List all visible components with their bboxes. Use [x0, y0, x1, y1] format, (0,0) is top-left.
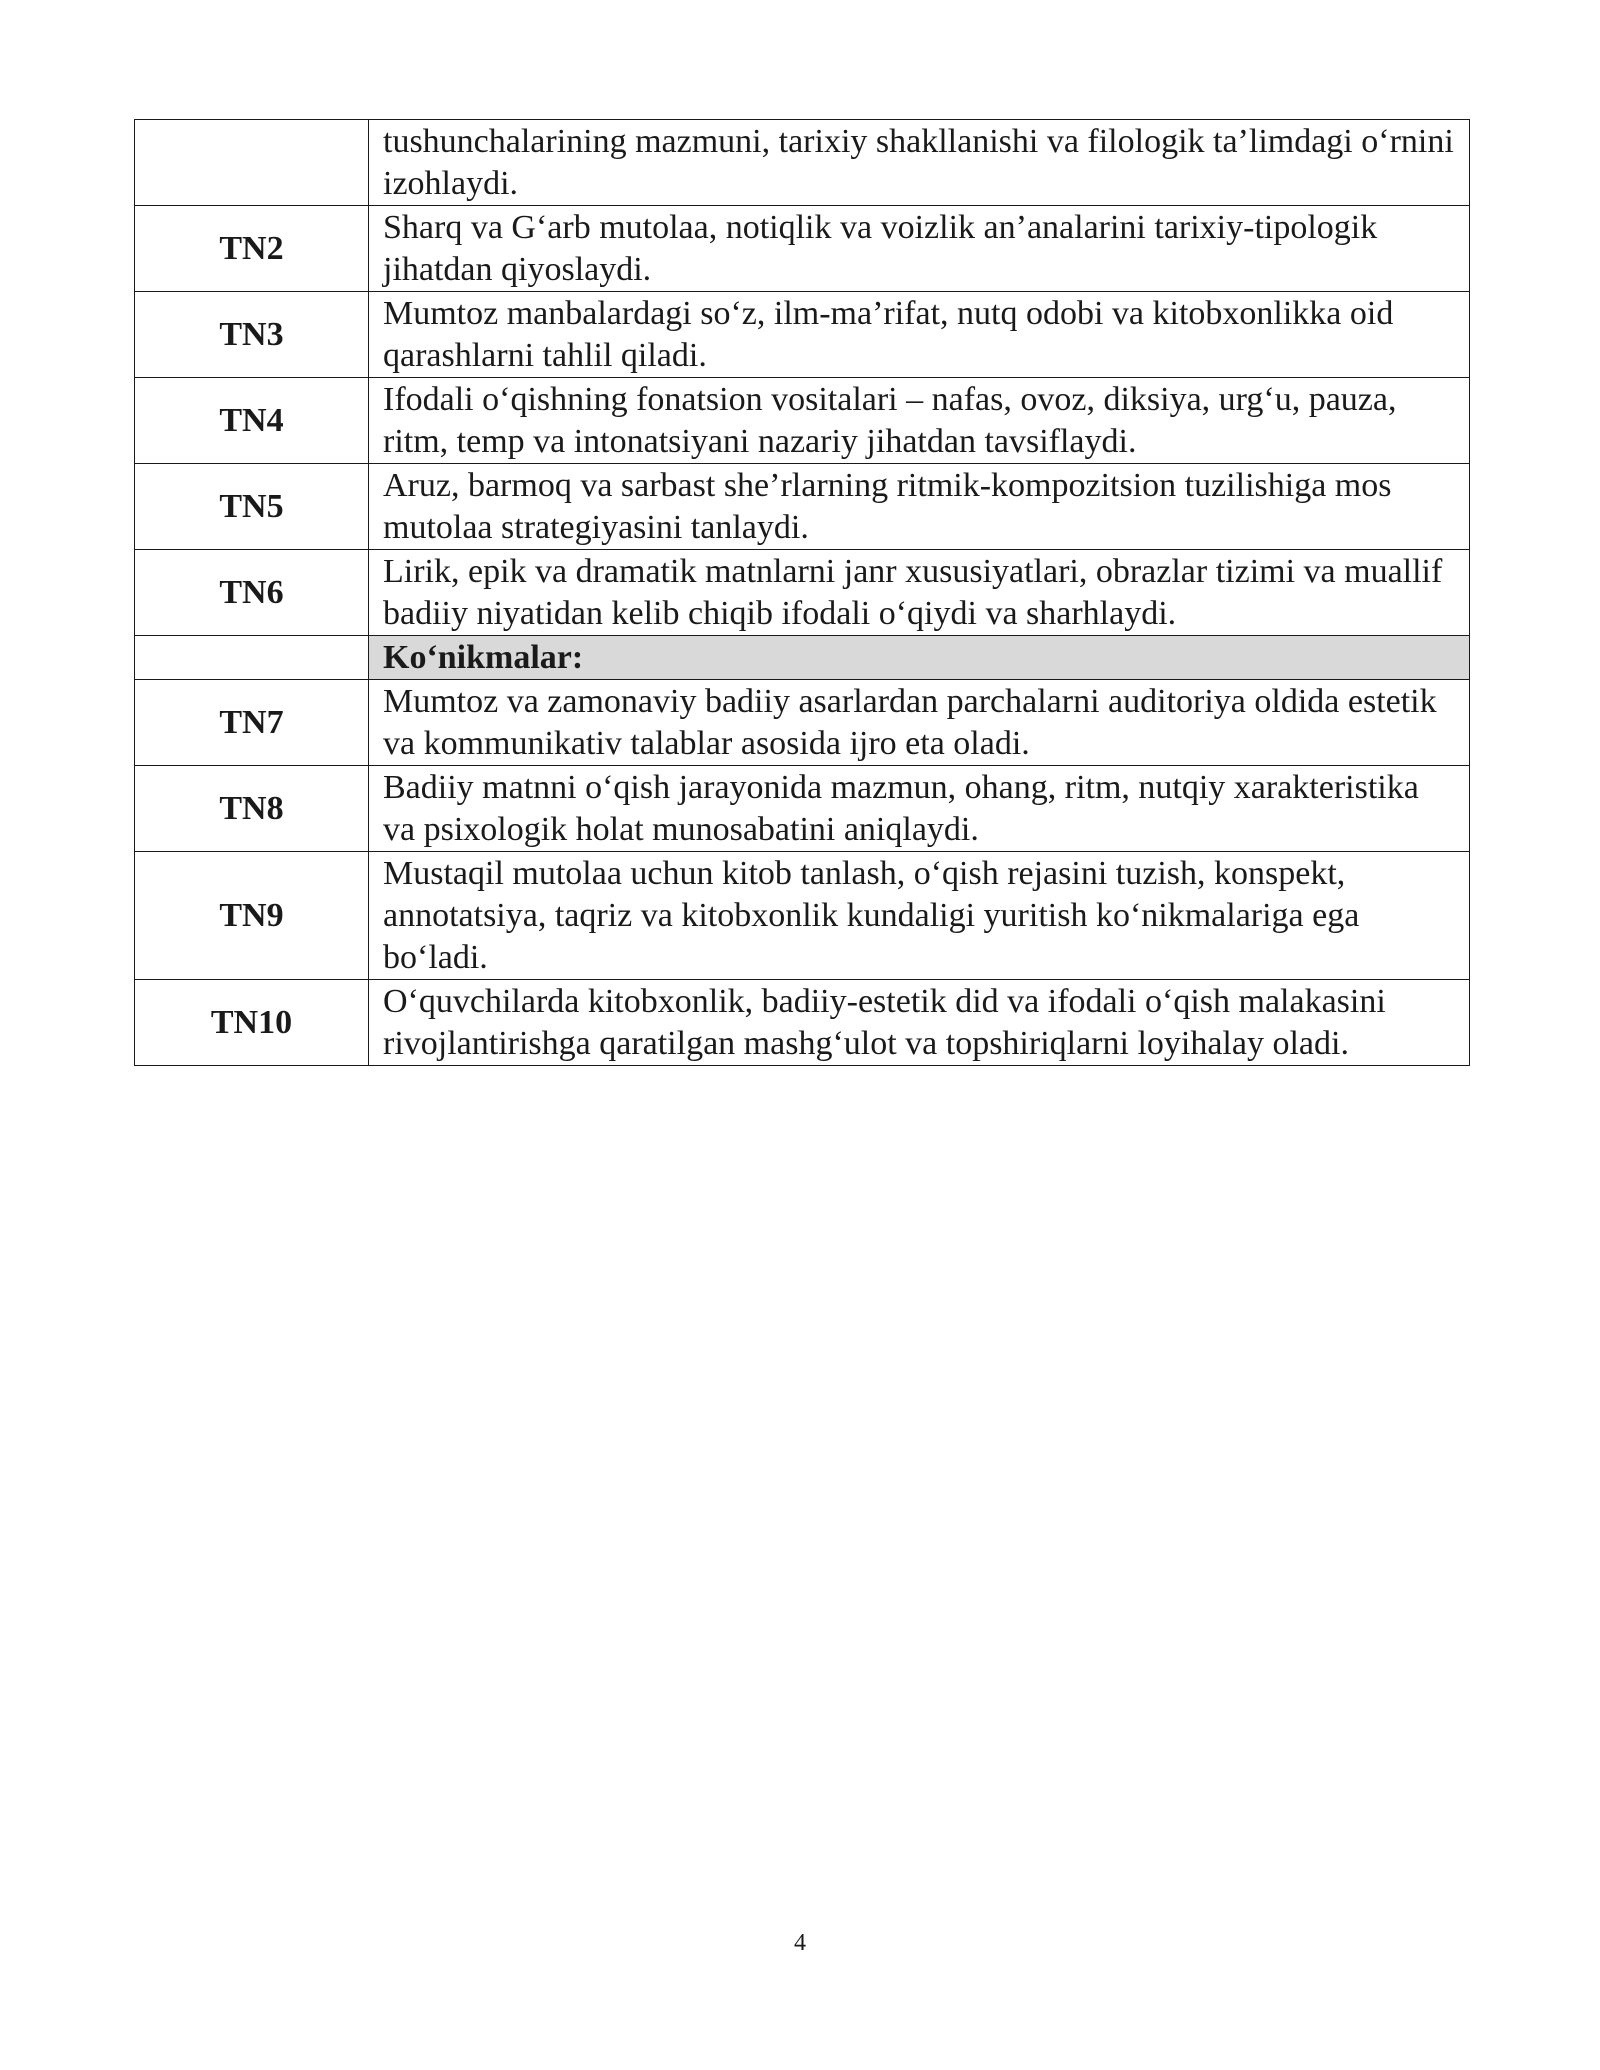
- outcome-code: [135, 120, 369, 206]
- outcome-description: Lirik, epik va dramatik matnlarni janr xususiyatlari, obrazlar tizimi va muallif badiiy niyatidan kelib chiqib ifodali o‘qiydi va sharhlaydi.: [369, 550, 1470, 636]
- outcome-description: O‘quvchilarda kitobxonlik, badiiy-estetik did va ifodali o‘qish malakasini rivojlantirishga qaratilgan mashg‘ulot va topshiriqlarni loyihalay oladi.: [369, 980, 1470, 1066]
- table-row: [135, 980, 1470, 1066]
- table-row: [135, 852, 1470, 980]
- outcome-code: TN7: [135, 680, 369, 766]
- section-header-row: [135, 636, 1470, 680]
- outcome-description: tushunchalarining mazmuni, tarixiy shakllanishi va filologik ta’limdagi o‘rnini izohlaydi.: [369, 120, 1470, 206]
- outcome-description: Aruz, barmoq va sarbast she’rlarning ritmik-kompozitsion tuzilishiga mos mutolaa strategiyasini tanlaydi.: [369, 464, 1470, 550]
- outcome-description: Mumtoz manbalardagi so‘z, ilm-ma’rifat, nutq odobi va kitobxonlikka oid qarashlarni tahlil qiladi.: [369, 292, 1470, 378]
- table-row: [135, 378, 1470, 464]
- outcome-description: Ifodali o‘qishning fonatsion vositalari – nafas, ovoz, diksiya, urg‘u, pauza, ritm, temp va intonatsiyani nazariy jihatdan tavsiflaydi.: [369, 378, 1470, 464]
- outcome-description: Sharq va G‘arb mutolaa, notiqlik va voizlik an’analarini tarixiy-tipologik jihatdan qiyoslaydi.: [369, 206, 1470, 292]
- page-number: 4: [794, 1930, 806, 1956]
- outcome-code: TN5: [135, 464, 369, 550]
- outcome-code: TN9: [135, 852, 369, 980]
- table-row: [135, 766, 1470, 852]
- learning-outcomes-table: [134, 119, 1470, 1066]
- table-row: [135, 292, 1470, 378]
- outcome-description: Mumtoz va zamonaviy badiiy asarlardan parchalarni auditoriya oldida estetik va kommunikativ talablar asosida ijro eta oladi.: [369, 680, 1470, 766]
- outcome-code: TN3: [135, 292, 369, 378]
- outcome-description: Badiiy matnni o‘qish jarayonida mazmun, ohang, ritm, nutqiy xarakteristika va psixologik holat munosabatini aniqlaydi.: [369, 766, 1470, 852]
- section-heading: Ko‘nikmalar:: [369, 636, 1470, 680]
- outcome-code: TN10: [135, 980, 369, 1066]
- outcome-code: TN8: [135, 766, 369, 852]
- outcome-code: [135, 636, 369, 680]
- outcome-code: TN6: [135, 550, 369, 636]
- outcome-code: TN4: [135, 378, 369, 464]
- outcome-code: TN2: [135, 206, 369, 292]
- table-row: [135, 680, 1470, 766]
- table-row: [135, 206, 1470, 292]
- table-row: [135, 550, 1470, 636]
- table-row: [135, 120, 1470, 206]
- outcome-description: Mustaqil mutolaa uchun kitob tanlash, o‘qish rejasini tuzish, konspekt, annotatsiya, taqriz va kitobxonlik kundaligi yuritish ko‘nikmalariga ega bo‘ladi.: [369, 852, 1470, 980]
- table-row: [135, 464, 1470, 550]
